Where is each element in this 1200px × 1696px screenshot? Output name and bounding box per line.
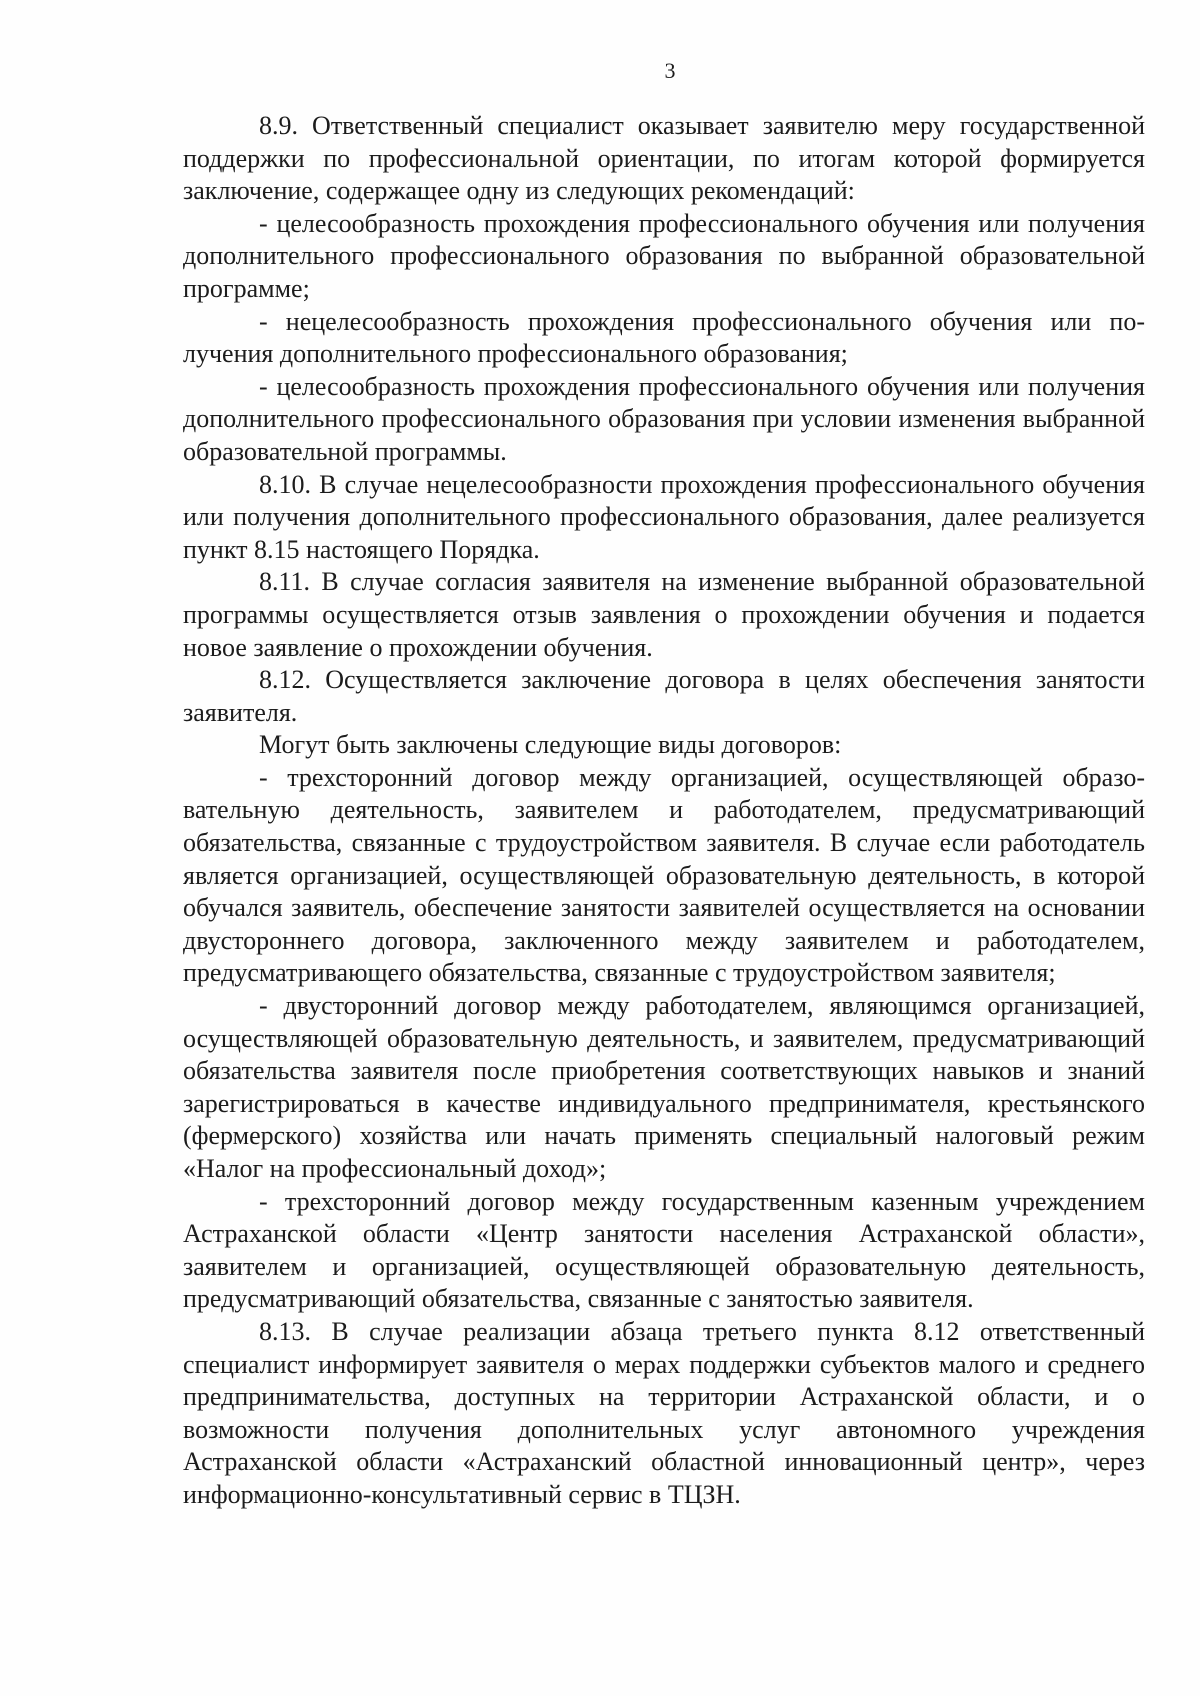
list-item: - двусторонний договор между работодателем, являющимся организацией, осуществляющей образовательную деятельность, и заявителем, предусматривающий обязательства заявителя после приобретения соответствующих навыков и знаний зарегистрироваться в качестве индивидуального предпринимателя, крестьянского (фермерского) хозяйства или начать применять специальный налоговый режим «Налог на профессиональный доход»;	[183, 991, 1145, 1183]
contract-types-intro: Могут быть заключены следующие виды договоров:	[259, 730, 842, 760]
paragraph-8-12: 8.12. Осуществляется заключение договора в целях обеспечения занятости заявителя.	[183, 665, 1145, 727]
list-item: - трехсторонний договор между организацией, осуществляющей образовательную деятельность, заявителем и работодателем, предусматривающий обязательства, связанные с трудоустройством заявителя. В случае если работодатель является организацией, осуществляющей образовательную деятельность, в которой обучался заявитель, обеспечение занятости заявителей осуществляется на основании двустороннего договора, заключенного между заявителем и работодателем, предусматривающего обязательства, связанные с трудоустройством заявителя;	[183, 762, 1145, 988]
document-body	[183, 110, 1145, 1512]
paragraph-8-9: 8.9. Ответственный специалист оказывает заявителю меру государственной поддержки по профессиональной ориентации, по итогам которой формируется заключение, содержащее одну из следующих рекомендаций:	[183, 111, 1145, 206]
paragraph-8-13: 8.13. В случае реализации абзаца третьего пункта 8.12 ответственный специалист информирует заявителя о мерах поддержки субъектов малого и среднего предпринимательства, доступных на территории Астраханской области, и о возможности получения дополнительных услуг автономного учреждения Астраханской области «Астраханский областной инновационный центр», через информационно-консультативный сервис в ТЦЗН.	[183, 1316, 1145, 1509]
paragraph-8-10: 8.10. В случае нецелесообразности прохождения профессионального обучения или получения дополнительного профессионального образования, далее реализуется пункт 8.15 настоящего Порядка.	[183, 469, 1145, 564]
paragraph-8-11: 8.11. В случае согласия заявителя на изменение выбранной образовательной программы осуществляется отзыв заявления о прохождении обучения и подается новое заявление о прохождении обучения.	[183, 567, 1145, 662]
list-item: - нецелесообразность прохождения профессионального обучения или получения дополнительного профессионального образования;	[183, 306, 1145, 369]
list-item: - целесообразность прохождения профессионального обучения или получения дополнительного профессионального образования по выбранной образовательной программе;	[183, 208, 1145, 303]
page-number: 3	[664, 58, 676, 83]
list-item: - целесообразность прохождения профессионального обучения или получения дополнительного профессионального образования при условии изменения выбранной образовательной программы.	[183, 371, 1145, 466]
list-item: - трехсторонний договор между государственным казенным учреждением Астраханской области «Центр занятости населения Астраханской области», заявителем и организацией, осуществляющей образовательную деятельность, предусматривающий обязательства, связанные с занятостью заявителя.	[183, 1186, 1145, 1314]
